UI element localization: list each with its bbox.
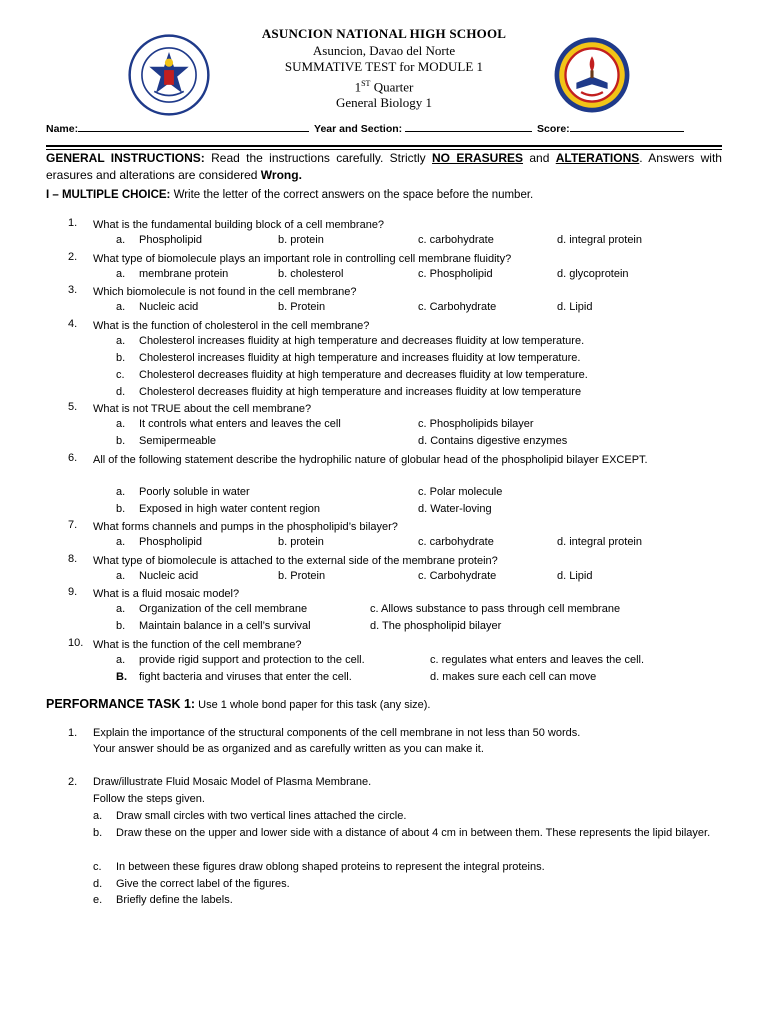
option-b: b. Protein bbox=[278, 570, 326, 582]
question-text: What type of biomolecule is attached to the external side of the membrane protein? bbox=[93, 555, 498, 567]
option-c: c. Phospholipid bbox=[418, 268, 493, 280]
step-text: Briefly define the labels. bbox=[116, 894, 233, 906]
option-text: d. makes sure each cell can move bbox=[430, 671, 597, 683]
option-d: d. integral protein bbox=[557, 536, 642, 548]
option-letter: a. bbox=[116, 486, 126, 498]
question-text: What type of biomolecule plays an important role in controlling cell membrane fluidity? bbox=[93, 253, 512, 265]
option-text: c. Phospholipids bilayer bbox=[418, 418, 534, 430]
step-text: In between these figures draw oblong shaped proteins to represent the integral proteins. bbox=[116, 861, 545, 873]
option-letter: a. bbox=[116, 570, 126, 582]
question-text: Which biomolecule is not found in the cell membrane? bbox=[93, 286, 357, 298]
option-text: Cholesterol increases fluidity at high temperature and increases fluidity at low temperature. bbox=[139, 352, 581, 364]
option-letter: a. bbox=[116, 418, 126, 430]
question-number: 1. bbox=[68, 217, 78, 229]
school-logo bbox=[553, 36, 631, 114]
option-text: Cholesterol decreases fluidity at high temperature and increases fluidity at low temperature bbox=[139, 386, 582, 398]
option-a: Phospholipid bbox=[139, 234, 202, 246]
section-label: I – MULTIPLE CHOICE: bbox=[46, 189, 171, 201]
option-text: Maintain balance in a cell’s survival bbox=[139, 620, 311, 632]
option-letter: a. bbox=[116, 603, 126, 615]
option-text: d. The phospholipid bilayer bbox=[370, 620, 502, 632]
option-text: fight bacteria and viruses that enter the cell. bbox=[139, 671, 352, 683]
question-text: What is the function of the cell membrane? bbox=[93, 639, 302, 651]
option-a: Nucleic acid bbox=[139, 570, 199, 582]
general-instructions bbox=[46, 150, 722, 184]
score-field[interactable] bbox=[570, 120, 684, 132]
year-section-label: Year and Section: bbox=[314, 123, 403, 135]
question-number: 6. bbox=[68, 452, 78, 464]
option-a: membrane protein bbox=[139, 268, 229, 280]
option-b: b. cholesterol bbox=[278, 268, 344, 280]
task-2-number: 2. bbox=[68, 776, 78, 788]
option-letter: d. bbox=[116, 386, 126, 398]
task-2-line-2: Follow the steps given. bbox=[93, 793, 205, 805]
name-field[interactable] bbox=[78, 120, 309, 132]
option-text: Poorly soluble in water bbox=[139, 486, 250, 498]
option-letter: b. bbox=[116, 352, 126, 364]
question-text: All of the following statement describe the hydrophilic nature of globular head of the phospholipid bilayer EXCEPT. bbox=[93, 454, 648, 466]
task-2-line-1: Draw/illustrate Fluid Mosaic Model of Plasma Membrane. bbox=[93, 776, 372, 788]
step-letter: b. bbox=[93, 827, 103, 839]
question-number: 10. bbox=[68, 637, 84, 649]
option-a: Nucleic acid bbox=[139, 301, 199, 313]
option-d: d. Lipid bbox=[557, 301, 593, 313]
option-text: Cholesterol increases fluidity at high temperature and decreases fluidity at low temperature. bbox=[139, 335, 585, 347]
question-number: 3. bbox=[68, 284, 78, 296]
option-text: It controls what enters and leaves the cell bbox=[139, 418, 341, 430]
option-text: provide rigid support and protection to the cell. bbox=[139, 654, 365, 666]
document-header bbox=[0, 24, 768, 116]
option-text: Cholesterol decreases fluidity at high temperature and decreases fluidity at low temperature. bbox=[139, 369, 588, 381]
option-letter: b. bbox=[116, 503, 126, 515]
question-number: 7. bbox=[68, 519, 78, 531]
option-b: b. protein bbox=[278, 536, 324, 548]
deped-seal-logo bbox=[128, 34, 210, 116]
step-text: Give the correct label of the figures. bbox=[116, 878, 290, 890]
step-letter: e. bbox=[93, 894, 103, 906]
instructions-label: GENERAL INSTRUCTIONS: bbox=[46, 151, 205, 165]
subject-title: General Biology 1 bbox=[335, 95, 433, 111]
option-c: c. Carbohydrate bbox=[418, 301, 497, 313]
option-c: c. carbohydrate bbox=[418, 234, 494, 246]
task-1-line-2: Your answer should be as organized and as carefully written as you can make it. bbox=[93, 743, 484, 755]
step-text: Draw these on the upper and lower side with a distance of about 4 cm in between them. These represents the lipid bilayer. bbox=[116, 827, 711, 839]
question-text: What is the fundamental building block of a cell membrane? bbox=[93, 219, 385, 231]
option-text: c. Allows substance to pass through cell membrane bbox=[370, 603, 621, 615]
option-letter: b. bbox=[116, 620, 126, 632]
question-number: 2. bbox=[68, 251, 78, 263]
option-letter: a. bbox=[116, 536, 126, 548]
task-1-number: 1. bbox=[68, 727, 78, 739]
school-name: ASUNCION NATIONAL HIGH SCHOOL bbox=[261, 26, 507, 41]
option-d: d. integral protein bbox=[557, 234, 642, 246]
test-title: SUMMATIVE TEST for MODULE 1 bbox=[284, 59, 484, 74]
option-d: d. glycoprotein bbox=[557, 268, 629, 280]
option-a: Phospholipid bbox=[139, 536, 202, 548]
question-text: What forms channels and pumps in the phospholipid’s bilayer? bbox=[93, 521, 398, 533]
option-b: b. Protein bbox=[278, 301, 326, 313]
option-b: b. protein bbox=[278, 234, 324, 246]
name-label: Name: bbox=[46, 123, 79, 135]
step-text: Draw small circles with two vertical lines attached the circle. bbox=[116, 810, 407, 822]
quarter-superscript: ST bbox=[361, 78, 371, 88]
option-letter: a. bbox=[116, 234, 126, 246]
step-letter: d. bbox=[93, 878, 103, 890]
section-instruction: Write the letter of the correct answers on the space before the number. bbox=[170, 189, 534, 201]
quarter-number: 1 bbox=[354, 78, 362, 94]
option-letter: c. bbox=[116, 369, 125, 381]
question-text: What is not TRUE about the cell membrane? bbox=[93, 403, 312, 415]
no-erasures-text: NO ERASURES bbox=[432, 151, 524, 165]
option-text: Organization of the cell membrane bbox=[139, 603, 308, 615]
question-number: 5. bbox=[68, 401, 78, 413]
question-text: What is a fluid mosaic model? bbox=[93, 588, 240, 600]
student-info-line bbox=[46, 120, 722, 135]
instructions-and: and bbox=[523, 151, 556, 165]
instructions-text-1: Read the instructions carefully. Strictly bbox=[204, 151, 432, 165]
instructions-text-2: . Answers with erasures and alterations are considered bbox=[46, 151, 722, 182]
question-number: 8. bbox=[68, 553, 78, 565]
option-letter: B. bbox=[116, 671, 127, 683]
question-number: 4. bbox=[68, 318, 78, 330]
score-label: Score: bbox=[537, 123, 570, 135]
option-text: Exposed in high water content region bbox=[139, 503, 321, 515]
option-letter: a. bbox=[116, 301, 126, 313]
option-letter: a. bbox=[116, 654, 126, 666]
year-section-field[interactable] bbox=[405, 120, 532, 132]
option-c: c. carbohydrate bbox=[418, 536, 494, 548]
performance-task-heading bbox=[46, 697, 431, 711]
quarter-label bbox=[230, 76, 538, 96]
option-text: c. regulates what enters and leaves the cell. bbox=[430, 654, 645, 666]
question-text: What is the function of cholesterol in the cell membrane? bbox=[93, 320, 370, 332]
wrong-text: Wrong. bbox=[260, 168, 302, 182]
option-text: c. Polar molecule bbox=[418, 486, 503, 498]
option-letter: a. bbox=[116, 268, 126, 280]
option-text: d. Contains digestive enzymes bbox=[418, 435, 568, 447]
performance-label: PERFORMANCE TASK 1: bbox=[46, 697, 196, 711]
task-1-line-1: Explain the importance of the structural components of the cell membrane in not less than 50 words. bbox=[93, 727, 581, 739]
step-letter: c. bbox=[93, 861, 102, 873]
option-text: d. Water-loving bbox=[418, 503, 492, 515]
option-c: c. Carbohydrate bbox=[418, 570, 497, 582]
option-letter: b. bbox=[116, 435, 126, 447]
question-number: 9. bbox=[68, 586, 78, 598]
school-address: Asuncion, Davao del Norte bbox=[312, 42, 456, 58]
header-title-block bbox=[230, 26, 538, 112]
option-text: Semipermeable bbox=[139, 435, 217, 447]
alterations-text: ALTERATIONS bbox=[555, 151, 640, 165]
option-letter: a. bbox=[116, 335, 126, 347]
performance-text: Use 1 whole bond paper for this task (any size). bbox=[195, 699, 431, 711]
step-letter: a. bbox=[93, 810, 103, 822]
section-multiple-choice-heading bbox=[46, 189, 722, 201]
option-d: d. Lipid bbox=[557, 570, 593, 582]
quarter-word: Quarter bbox=[370, 78, 414, 94]
